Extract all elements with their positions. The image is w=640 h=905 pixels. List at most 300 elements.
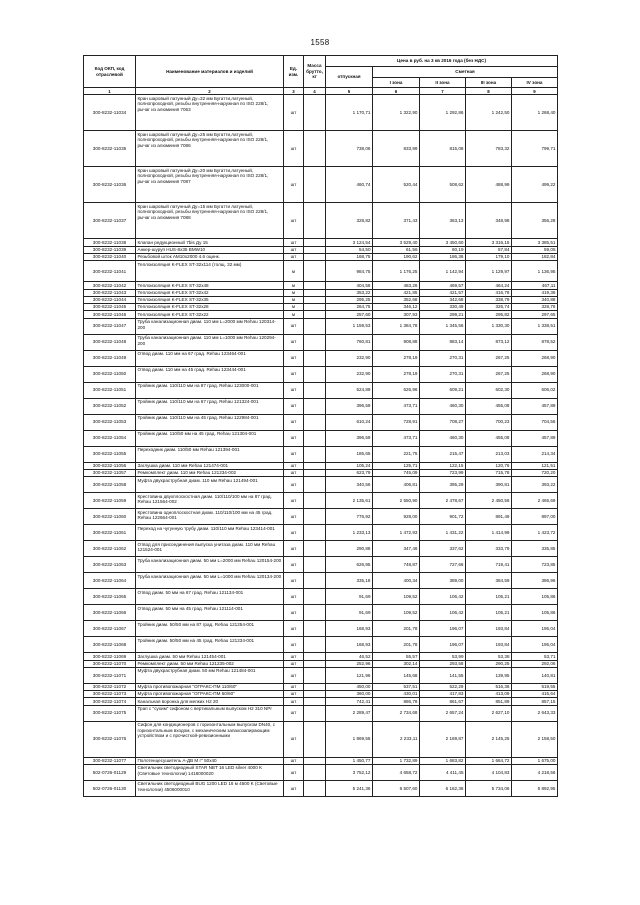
table-row (84, 493, 558, 509)
price-zone-1: 278,19 (373, 350, 420, 366)
price-zone-3: 516,36 (466, 683, 512, 690)
price-zone-1: 1 322,90 (373, 95, 420, 131)
column-number: 3 (284, 88, 304, 95)
price-zone-1: 908,88 (373, 334, 420, 350)
price-release: 984,75 (326, 261, 373, 282)
item-code: 300-8232-11049 (84, 350, 136, 366)
table-row (84, 691, 558, 698)
price-zone-2: 395,29 (420, 477, 466, 493)
item-mass (304, 691, 326, 698)
price-zone-1: 109,52 (373, 589, 420, 605)
price-zone-4: 2 465,69 (512, 493, 558, 509)
price-release: 91,69 (326, 605, 373, 621)
table-row (84, 414, 558, 430)
table-row (84, 446, 558, 462)
price-release: 5 241,36 (326, 780, 373, 796)
price-zone-4: 3 385,51 (512, 239, 558, 246)
item-unit: шт (284, 469, 304, 476)
price-zone-3: 290,25 (466, 660, 512, 667)
price-release: 257,60 (326, 311, 373, 318)
column-number: 8 (466, 88, 512, 95)
price-zone-2: 299,21 (420, 311, 466, 318)
price-zone-1: 1 176,25 (373, 261, 420, 282)
price-zone-2: 417,83 (420, 691, 466, 698)
price-release: 264,75 (326, 304, 373, 311)
price-zone-3: 783,32 (466, 131, 512, 167)
item-code: 300-8232-11076 (84, 721, 136, 757)
price-release: 353,22 (326, 289, 373, 296)
item-unit: шт (284, 430, 304, 446)
price-zone-2: 1 345,56 (420, 318, 466, 334)
table-row (84, 282, 558, 289)
item-mass (304, 253, 326, 260)
price-release: 168,93 (326, 621, 373, 637)
price-zone-2: 1 683,82 (420, 757, 466, 764)
price-zone-1: 371,43 (373, 203, 420, 239)
price-zone-4: 292,06 (512, 660, 558, 667)
item-name: Анкер-шуруп HUS-8х35 BMW10 (136, 246, 284, 253)
price-zone-3: 455,08 (466, 430, 512, 446)
price-zone-3: 464,24 (466, 282, 512, 289)
item-mass (304, 246, 326, 253)
price-zone-3: 105,21 (466, 589, 512, 605)
price-zone-4: 457,89 (512, 430, 558, 446)
price-zone-2: 389,00 (420, 573, 466, 589)
price-zone-1: 346,12 (373, 304, 420, 311)
price-zone-1: 352,68 (373, 296, 420, 303)
item-code: 300-8232-11045 (84, 304, 136, 311)
price-zone-4: 1 136,95 (512, 261, 558, 282)
price-release: 1 450,77 (326, 757, 373, 764)
price-zone-2: 60,19 (420, 246, 466, 253)
price-zone-4: 53,71 (512, 653, 558, 660)
price-zone-3: 5 734,06 (466, 780, 512, 796)
item-name: Муфта противопожарная "ОГРАКС-ПМ 110/60" (136, 683, 284, 690)
price-zone-3: 213,03 (466, 446, 512, 462)
item-mass (304, 296, 326, 303)
item-code: 300-8232-11068 (84, 637, 136, 653)
price-release: 168,75 (326, 253, 373, 260)
item-code: 300-8232-11064 (84, 573, 136, 589)
price-zone-2: 141,55 (420, 667, 466, 683)
price-zone-1: 833,99 (373, 131, 420, 167)
item-unit: шт (284, 493, 304, 509)
table-row (84, 382, 558, 398)
price-zone-4: 214,34 (512, 446, 558, 462)
item-code: 300-8232-11044 (84, 296, 136, 303)
item-mass (304, 131, 326, 167)
item-name: Тройник диам. 110/50 мм на 45 град. Rehau 121304-001 (136, 430, 284, 446)
price-release: 1 233,13 (326, 525, 373, 541)
table-row (84, 698, 558, 705)
price-release: 252,96 (326, 660, 373, 667)
table-row (84, 398, 558, 414)
price-zone-2: 196,07 (420, 621, 466, 637)
table-row (84, 477, 558, 493)
item-mass (304, 525, 326, 541)
item-mass (304, 167, 326, 203)
table-row (84, 318, 558, 334)
price-zone-3: 2 145,25 (466, 721, 512, 757)
item-code: 300-8232-11056 (84, 462, 136, 469)
item-mass (304, 95, 326, 131)
price-zone-2: 122,15 (420, 462, 466, 469)
price-zone-2: 4 411,45 (420, 764, 466, 780)
header-zone-2: II зона (420, 77, 466, 88)
price-zone-2: 421,57 (420, 289, 466, 296)
price-zone-1: 2 734,68 (373, 705, 420, 721)
header-release-price: отпускная (326, 66, 373, 88)
price-zone-1: 125,71 (373, 462, 420, 469)
price-release: 626,95 (326, 557, 373, 573)
price-zone-4: 419,36 (512, 289, 558, 296)
table-row (84, 350, 558, 366)
item-code: 300-8232-11038 (84, 239, 136, 246)
price-release: 232,90 (326, 350, 373, 366)
price-zone-4: 195,04 (512, 621, 558, 637)
item-name: Кран шаровый латунный Ду=32 мм Бугатти,латунный, полнопроходной, резьбы внутренняя-наружная по ISO 228/1, рычаг из алюминия 7063 (136, 95, 284, 131)
price-zone-4: 105,86 (512, 605, 558, 621)
item-unit: шт (284, 131, 304, 167)
price-zone-1: 201,78 (373, 621, 420, 637)
item-code: 300-8232-11072 (84, 683, 136, 690)
column-number: 4 (304, 88, 326, 95)
item-mass (304, 261, 326, 282)
item-unit: шт (284, 95, 304, 131)
item-unit: шт (284, 705, 304, 721)
price-zone-1: 421,85 (373, 289, 420, 296)
item-unit: шт (284, 477, 304, 493)
price-release: 610,24 (326, 414, 373, 430)
price-zone-3: 120,76 (466, 462, 512, 469)
item-unit: м (284, 296, 304, 303)
table-row (84, 683, 558, 690)
item-unit: шт (284, 691, 304, 698)
price-zone-1: 307,93 (373, 311, 420, 318)
price-release: 460,74 (326, 167, 373, 203)
price-zone-1: 221,75 (373, 446, 420, 462)
item-mass (304, 660, 326, 667)
price-zone-1: 728,91 (373, 414, 420, 430)
item-unit: шт (284, 462, 304, 469)
price-zone-3: 295,82 (466, 311, 512, 318)
column-number: 6 (373, 88, 420, 95)
price-zone-2: 861,67 (420, 698, 466, 705)
price-zone-4: 59,05 (512, 246, 558, 253)
table-row (84, 311, 558, 318)
price-zone-3: 719,41 (466, 557, 512, 573)
item-name: Теплоизоляция K-FLEX ST-32x42 (136, 289, 284, 296)
item-code: 502-0726-01130 (84, 780, 136, 796)
table-row (84, 721, 558, 757)
item-unit: шт (284, 318, 304, 334)
price-zone-3: 384,59 (466, 573, 512, 589)
item-name: Светильник светодиодный STAR NBT 16 LED silver 4000 K (Световые технологии) 1418000020 (136, 764, 284, 780)
header-estimate-price: Сметная (373, 66, 558, 77)
item-unit: м (284, 311, 304, 318)
item-mass (304, 446, 326, 462)
price-zone-2: 53,99 (420, 653, 466, 660)
item-code: 300-8232-11057 (84, 469, 136, 476)
table-row (84, 525, 558, 541)
price-zone-1: 748,87 (373, 557, 420, 573)
price-zone-2: 883,14 (420, 334, 466, 350)
item-code: 300-8232-11040 (84, 253, 136, 260)
item-name: Тройник диам. 110/110 мм на 45 град. Rehau 122984-001 (136, 414, 284, 430)
item-code: 300-8232-11052 (84, 398, 136, 414)
item-code: 300-8232-11066 (84, 605, 136, 621)
price-release: 623,79 (326, 469, 373, 476)
item-name: Труба канализационная диам. 110 мм L=1000 мм Rehau 120294-200 (136, 334, 284, 350)
item-unit: м (284, 261, 304, 282)
item-code: 300-8232-11051 (84, 382, 136, 398)
price-zone-1: 928,00 (373, 509, 420, 525)
page-number: 1558 (310, 38, 330, 47)
price-release: 3 124,54 (326, 239, 373, 246)
item-name: Переходник диам. 110/50 мм Rehau 121394-001 (136, 446, 284, 462)
item-name: Отвод для присоединения выпуска унитаза диам. 110 мм Rehau 121524-001 (136, 541, 284, 557)
price-zone-4: 2 158,50 (512, 721, 558, 757)
price-zone-2: 708,27 (420, 414, 466, 430)
item-code: 300-8232-11073 (84, 691, 136, 698)
item-unit: шт (284, 764, 304, 780)
item-unit: шт (284, 780, 304, 796)
price-zone-2: 6 162,38 (420, 780, 466, 796)
price-zone-4: 519,55 (512, 683, 558, 690)
price-zone-1: 347,46 (373, 541, 420, 557)
item-mass (304, 667, 326, 683)
item-code: 300-8232-11054 (84, 430, 136, 446)
table-row (84, 131, 558, 167)
item-name: Тройник диам. 110/110 мм на 67 град. Rehau 121324-001 (136, 398, 284, 414)
price-zone-3: 1 330,30 (466, 318, 512, 334)
item-name: Теплоизоляция K-FLEX ST-32x48 (136, 282, 284, 289)
item-name: Тройник диам. 110/110 мм на 87 град. Rehau 123000-001 (136, 382, 284, 398)
table-row (84, 167, 558, 203)
column-number: 5 (326, 88, 373, 95)
item-unit: шт (284, 167, 304, 203)
price-release: 232,90 (326, 366, 373, 382)
price-zone-3: 602,30 (466, 382, 512, 398)
item-code: 300-8232-11065 (84, 589, 136, 605)
item-code: 300-8232-11062 (84, 541, 136, 557)
item-unit: шт (284, 698, 304, 705)
item-name: Тройник диам. 50/50 мм на 87 град. Rehau 121254-001 (136, 621, 284, 637)
price-zone-1: 278,19 (373, 366, 420, 382)
price-zone-4: 105,86 (512, 589, 558, 605)
price-zone-3: 326,74 (466, 304, 512, 311)
item-name: Кран шаровый латунный Ду=20 мм Бугатти,латунный, полнопроходной, резьбы внутренняя-наружная по ISO 228/1, рычаг из алюминия 7087 (136, 167, 284, 203)
item-mass (304, 493, 326, 509)
price-zone-1: 626,96 (373, 382, 420, 398)
column-number: 7 (420, 88, 466, 95)
item-name: Отвод диам. 50 мм на 45 град. Rehau 121114-001 (136, 605, 284, 621)
price-zone-3: 413,09 (466, 691, 512, 698)
price-zone-1: 520,44 (373, 167, 420, 203)
price-zone-2: 215,47 (420, 446, 466, 462)
price-release: 54,50 (326, 246, 373, 253)
item-mass (304, 350, 326, 366)
price-release: 524,89 (326, 382, 373, 398)
table-row (84, 334, 558, 350)
price-zone-2: 609,21 (420, 382, 466, 398)
item-name: Сифон для кондиционеров с горизонтальным выпуском DN40, с горизонтальным входом, с механическим запахозапирающим устройством и с прочисткой-ревизионными (136, 721, 284, 757)
item-code: 300-8232-11043 (84, 289, 136, 296)
price-zone-1: 473,71 (373, 430, 420, 446)
table-row (84, 637, 558, 653)
table-row (84, 239, 558, 246)
price-zone-4: 2 643,33 (512, 705, 558, 721)
price-release: 1 159,53 (326, 318, 373, 334)
item-mass (304, 509, 326, 525)
price-zone-4: 356,28 (512, 203, 558, 239)
price-release: 1 869,55 (326, 721, 373, 757)
table-row (84, 653, 558, 660)
item-name: Теплоизоляция K-FLEX ST-32x114 (толщ. 32 мм) (136, 261, 284, 282)
price-release: 328,82 (326, 203, 373, 239)
price-zone-1: 55,57 (373, 653, 420, 660)
price-zone-2: 2 657,24 (420, 705, 466, 721)
item-name: Переход на чугунную трубу диам. 110/110 мм Rehau 123414-001 (136, 525, 284, 541)
item-name: Теплоизоляция K-FLEX ST-32x28 (136, 304, 284, 311)
item-code: 300-8232-11067 (84, 621, 136, 637)
item-mass (304, 589, 326, 605)
price-zone-1: 302,14 (373, 660, 420, 667)
price-zone-4: 606,02 (512, 382, 558, 398)
price-zone-4: 328,76 (512, 304, 558, 311)
table-row (84, 469, 558, 476)
item-unit: шт (284, 757, 304, 764)
price-zone-4: 499,22 (512, 167, 558, 203)
price-zone-4: 704,56 (512, 414, 558, 430)
item-code: 300-8232-11063 (84, 557, 136, 573)
item-name: Резьбовой шток AM10x2000 4.6 оцинк. (136, 253, 284, 260)
item-name: Труба канализационная диам. 50 мм L=2000 мм Rehau 120154-200 (136, 557, 284, 573)
price-zone-1: 2 233,11 (373, 721, 420, 757)
price-zone-1: 1 732,89 (373, 757, 420, 764)
item-code: 300-8232-11041 (84, 261, 136, 282)
price-zone-4: 297,65 (512, 311, 558, 318)
item-name: Заглушка диам. 50 мм Rehau 121454-001 (136, 653, 284, 660)
price-zone-4: 857,15 (512, 698, 558, 705)
item-code: 300-8232-11060 (84, 509, 136, 525)
price-zone-3: 1 129,97 (466, 261, 512, 282)
item-name: Муфта двухраструбная диам. 110 мм Rehau 121494-001 (136, 477, 284, 493)
item-mass (304, 469, 326, 476)
price-zone-1: 406,81 (373, 477, 420, 493)
price-zone-2: 270,31 (420, 366, 466, 382)
price-zone-3: 416,78 (466, 289, 512, 296)
item-mass (304, 304, 326, 311)
table-row (84, 573, 558, 589)
price-zone-2: 293,58 (420, 660, 466, 667)
item-unit: шт (284, 721, 304, 757)
item-unit: шт (284, 660, 304, 667)
price-zone-3: 348,98 (466, 203, 512, 239)
item-unit: шт (284, 334, 304, 350)
price-release: 738,06 (326, 131, 373, 167)
price-release: 3 752,12 (326, 764, 373, 780)
price-zone-4: 897,00 (512, 509, 558, 525)
table-row (84, 203, 558, 239)
price-release: 91,69 (326, 589, 373, 605)
price-zone-3: 455,08 (466, 398, 512, 414)
price-zone-1: 190,62 (373, 253, 420, 260)
item-unit: шт (284, 366, 304, 382)
header-code: Код ОКП, код отраслевой (84, 56, 136, 88)
price-zone-4: 1 675,00 (512, 757, 558, 764)
item-mass (304, 721, 326, 757)
item-code: 300-8232-11074 (84, 698, 136, 705)
item-name: Труба канализационная диам. 110 мм L=2000 мм Rehau 120314-200 (136, 318, 284, 334)
item-mass (304, 282, 326, 289)
item-unit: шт (284, 653, 304, 660)
price-zone-2: 522,29 (420, 683, 466, 690)
table-row (84, 462, 558, 469)
item-unit: шт (284, 589, 304, 605)
price-zone-3: 193,84 (466, 621, 512, 637)
price-zone-1: 2 550,90 (373, 493, 420, 509)
item-name: Муфта противопожарная "ОГРАКС-ПМ 50/60" (136, 691, 284, 698)
item-name: Кран шаровый латунный Ду=15 мм Бугатти латунный, полнопроходной, резьбы внутренняя-наружная по ISO 228/1, рычаг из алюминия 7088 (136, 203, 284, 239)
price-zone-3: 4 104,83 (466, 764, 512, 780)
item-mass (304, 621, 326, 637)
item-mass (304, 780, 326, 796)
item-code: 300-8232-11061 (84, 525, 136, 541)
price-zone-4: 1 338,51 (512, 318, 558, 334)
item-code: 300-8232-11036 (84, 167, 136, 203)
price-zone-4: 182,84 (512, 253, 558, 260)
item-unit: шт (284, 398, 304, 414)
item-name: Светильник светодиодный BUG 1200 LED 16 м 4500 K (Световые технологии) 4506000010 (136, 780, 284, 796)
price-zone-2: 901,72 (420, 509, 466, 525)
price-zone-3: 57,84 (466, 246, 512, 253)
item-name: Заглушка диам. 110 мм Rehau 121474-001 (136, 462, 284, 469)
price-zone-2: 460,30 (420, 398, 466, 414)
table-row (84, 289, 558, 296)
item-mass (304, 318, 326, 334)
price-zone-3: 179,10 (466, 253, 512, 260)
item-name: Отвод диам. 50 мм на 67 град. Rehau 121134-001 (136, 589, 284, 605)
item-code: 300-8232-11035 (84, 131, 136, 167)
price-zone-4: 415,64 (512, 691, 558, 698)
price-zone-1: 6 507,60 (373, 780, 420, 796)
table-row (84, 660, 558, 667)
table-row (84, 780, 558, 796)
price-zone-3: 851,89 (466, 698, 512, 705)
price-zone-3: 1 414,99 (466, 525, 512, 541)
price-zone-1: 109,52 (373, 605, 420, 621)
item-mass (304, 573, 326, 589)
price-release: 760,81 (326, 334, 373, 350)
item-name: Трап с "сухим" сифоном с вертикальным выпуском Н2 310 NPr (136, 705, 284, 721)
price-zone-1: 201,78 (373, 637, 420, 653)
price-release: 2 289,47 (326, 705, 373, 721)
price-zone-2: 3 450,60 (420, 239, 466, 246)
price-zone-4: 723,85 (512, 557, 558, 573)
price-zone-1: 886,78 (373, 698, 420, 705)
item-name: Полотенцесушитель А-ДВ М г" 50x40 (136, 757, 284, 764)
price-release: 450,00 (326, 683, 373, 690)
table-row (84, 509, 558, 525)
price-release: 2 135,61 (326, 493, 373, 509)
price-release: 404,58 (326, 282, 373, 289)
price-zone-4: 140,81 (512, 667, 558, 683)
item-unit: шт (284, 605, 304, 621)
item-code: 300-8232-11042 (84, 282, 136, 289)
price-zone-2: 508,62 (420, 167, 466, 203)
table-row (84, 296, 558, 303)
